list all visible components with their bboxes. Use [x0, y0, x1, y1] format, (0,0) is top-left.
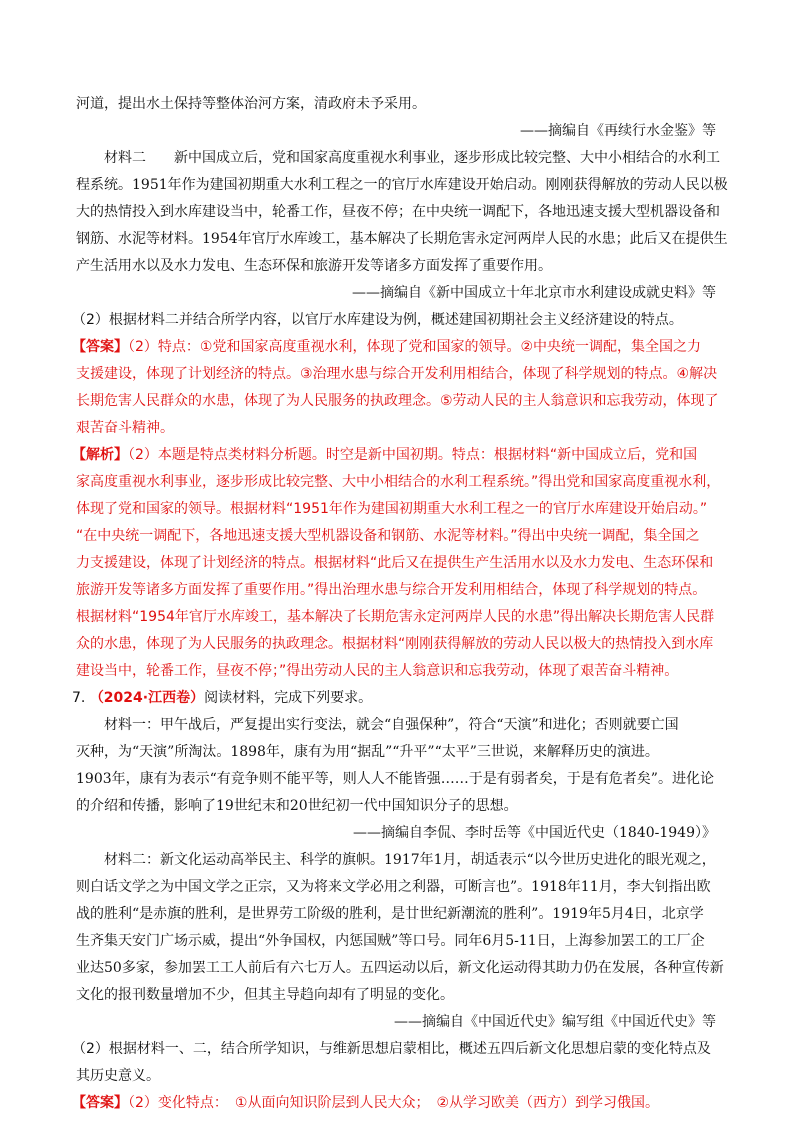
question-prompt: 阅读材料，完成下列要求。 [204, 690, 373, 706]
material-top-line: 河道，提出水土保持等整体治河方案，清政府未予采用。 [76, 96, 426, 112]
q7-material1-line: 1903年，康有为表示“有竞争则不能平等，则人人不能皆强……于是有弱者矣，于是有危者矣”。进化论 [76, 771, 714, 787]
analysis-line: 体现了党和国家的领导。根据材料“1951年作为建国初期重大水利工程之一的官厅水库建设开始启动。” [76, 501, 708, 517]
analysis-line: 家高度重视水利事业，逐步形成比较完整、大中小相结合的水利工程系统。”得出党和国家高度重视水利， [76, 474, 721, 490]
q7-material1-line: 材料一：甲午战后，严复提出实行变法，就会“自强保种”，符合“天演”和进化；否则就要亡国 [104, 717, 679, 733]
q7-material2-line: 战的胜利“是赤旗的胜利，是世界劳工阶级的胜利，是廿世纪新潮流的胜利”。1919年5月4日，北京学 [76, 906, 704, 922]
q7-material2-line: 生齐集天安门广场示威，提出“外争国权，内惩国贼”等口号。同年6月5-11日，上海参加罢工的工厂企 [76, 933, 705, 949]
answer-line [72, 338, 701, 356]
q7-material2-line: 文化的报刊数量增加不少，但其主导趋向却有了明显的变化。 [76, 987, 454, 1003]
analysis-line: 根据材料“1954年官厅水库竣工，基本解决了长期危害永定河两岸人民的水患”得出解决长期危害人民群 [76, 609, 715, 625]
analysis-line: “在中央统一调配下，各地迅速支援大型机器设备和钢筋、水泥等材料。”得出中央统一调配，集全国之 [76, 528, 700, 544]
q7-answer-line [72, 1094, 659, 1112]
q7-material2-line: 材料二：新文化运动高举民主、科学的旗帜。1917年1月，胡适表示“以今世历史进化的眼光观之， [104, 852, 716, 868]
analysis-line: 众的水患，体现了为人民服务的执政理念。根据材料“刚刚获得解放的劳动人民以极大的热情投入到水库 [76, 636, 714, 652]
q7-question-line: （2）根据材料一、二，结合所学知识，与维新思想启蒙相比，概述五四后新文化思想启蒙的变化特点及 [72, 1041, 711, 1057]
q7-material2-source: ——摘编自《中国近代史》编写组《中国近代史》等 [394, 1014, 716, 1030]
analysis-text: （2）本题是特点类材料分析题。时空是新中国初期。特点：根据材料“新中国成立后，党和国 [128, 447, 698, 463]
answer-tag: 【答案】 [72, 339, 128, 355]
q7-material1-line: 灭种，为“天演”所淘汰。1898年，康有为用“据乱”“升平”“太平”三世说，来解释历史的演进。 [76, 744, 659, 760]
q7-answer-text: （2）变化特点： ①从面向知识阶层到人民大众； ②从学习欧美（西方）到学习俄国。 [128, 1095, 660, 1111]
analysis-line: 建设当中，轮番工作，昼夜不停；”得出劳动人民的主人翁意识和忘我劳动，体现了艰苦奋斗精神。 [76, 663, 679, 679]
q7-material1-line: 的介绍和传播，影响了19世纪末和20世纪初一代中国知识分子的思想。 [76, 798, 518, 814]
answer-text: （2）特点：①党和国家高度重视水利，体现了党和国家的领导。②中央统一调配，集全国之力 [128, 339, 702, 355]
q7-material2-line: 则白话文学之为中国文学之正宗，又为将来文学必用之利器，可断言也”。1918年11月，李大钊指出欧 [76, 879, 711, 895]
q7-answer-tag: 【答案】 [72, 1095, 128, 1111]
material2-line: 大的热情投入到水库建设当中，轮番工作，昼夜不停；在中央统一调配下，各地迅速支援大型机器设备和 [76, 204, 720, 220]
analysis-line: 旅游开发等诸多方面发挥了重要作用。”得出治理水患与综合开发利用相结合，体现了科学规划的特点。 [76, 582, 707, 598]
q7-material2-line: 业达50多家，参加罢工工人前后有六七万人。五四运动以后，新文化运动得其助力仍在发展，各种宣传新 [76, 960, 724, 976]
q7-material1-source: ——摘编自李侃、李时岳等《中国近代史（1840-1949）》 [353, 825, 716, 841]
answer-line: 支援建设，体现了计划经济的特点。③治理水患与综合开发利用相结合，体现了科学规划的特点。④解决 [76, 366, 718, 382]
material2-line: 产生活用水以及水力发电、生态环保和旅游开发等诸多方面发挥了重要作用。 [76, 258, 552, 274]
question-7-header [72, 689, 372, 707]
question-number: 7. [72, 690, 86, 706]
q7-question-line: 其历史意义。 [76, 1068, 160, 1084]
analysis-tag: 【解析】 [72, 447, 128, 463]
material2-source: ——摘编自《新中国成立十年北京市水利建设成就史料》等 [352, 285, 716, 301]
analysis-line [72, 446, 697, 464]
analysis-line: 力支援建设，体现了计划经济的特点。根据材料“此后又在提供生产生活用水以及水力发电、生态环保和 [76, 555, 714, 571]
material-top-source: ——摘编自《再续行水金鉴》等 [520, 123, 716, 139]
material2-line: 材料二 新中国成立后，党和国家高度重视水利事业，逐步形成比较完整、大中小相结合的水利工 [104, 150, 720, 166]
answer-line: 长期危害人民群众的水患，体现了为人民服务的执政理念。⑤劳动人民的主人翁意识和忘我劳动，体现了 [76, 393, 719, 409]
question-2: （2）根据材料二并结合所学内容，以官厅水库建设为例，概述建国初期社会主义经济建设的特点。 [72, 312, 683, 328]
question-source-tag: （2024·江西卷） [89, 690, 205, 706]
answer-line: 艰苦奋斗精神。 [76, 420, 174, 436]
material2-line: 钢筋、水泥等材料。1954年官厅水库竣工，基本解决了长期危害永定河两岸人民的水患；此后又在提供生 [76, 231, 728, 247]
material2-line: 程系统。1951年作为建国初期重大水利工程之一的官厅水库建设开始启动。刚刚获得解放的劳动人民以极 [76, 177, 728, 193]
